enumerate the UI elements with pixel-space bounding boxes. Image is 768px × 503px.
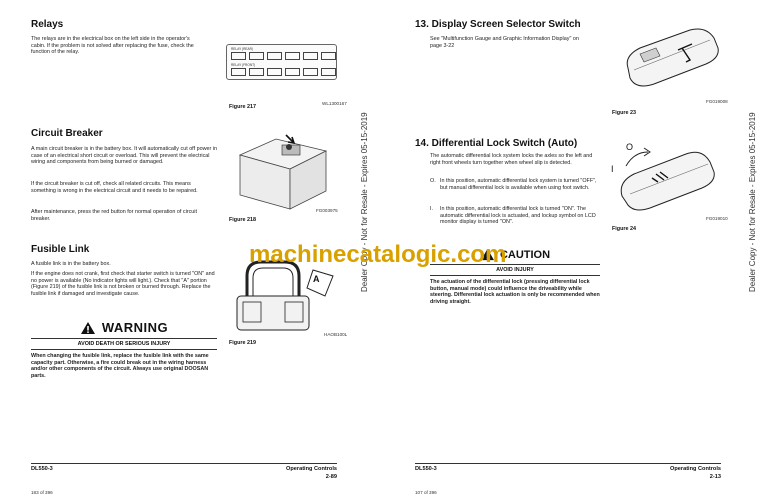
relays-title: Relays xyxy=(31,19,64,30)
figure-23-code: FG019008 xyxy=(706,99,728,104)
warning-triangle-icon xyxy=(80,321,96,335)
warning-header xyxy=(31,320,217,335)
diff-lock-body: The automatic differential lock system locks the axles so the left and right front wheels turn together when wheel slip is detected. xyxy=(430,153,593,166)
relay-row-rear xyxy=(231,52,336,60)
caution-subtitle: AVOID INJURY xyxy=(496,267,534,273)
circuit-breaker-body-3: After maintenance, press the red button for normal operation of circuit breaker. xyxy=(31,209,197,222)
relay-rear-label: RELAY (REAR) xyxy=(231,47,254,51)
relay-panel-image xyxy=(226,44,337,80)
left-footer-model: DL550-3 xyxy=(31,466,53,472)
diff-lock-item-i-key: I. xyxy=(430,206,433,212)
side-note-left: Dealer Copy - Not for Resale - Expires 05-15-2019 xyxy=(360,112,369,292)
side-note-right: Dealer Copy - Not for Resale - Expires 05-15-2019 xyxy=(748,112,757,292)
circuit-breaker-title: Circuit Breaker xyxy=(31,128,103,139)
diff-lock-item-o xyxy=(430,178,600,191)
figure-219-code: HAOB100L xyxy=(324,332,348,337)
switch-position-i: I xyxy=(611,164,614,174)
left-footer-rule xyxy=(31,463,337,464)
figure-218-code: FG003975 xyxy=(316,208,338,213)
right-footer-rule xyxy=(415,463,721,464)
diff-lock-item-i-text: In this position, automatic differential lock is turned "ON". The automatic differential lock is actuated, and lockup symbol on LCD monitor display is turned "ON". xyxy=(440,206,596,226)
right-footer-section: Operating Controls xyxy=(670,466,721,472)
display-switch-title: 13. Display Screen Selector Switch xyxy=(415,19,581,30)
circuit-breaker-image xyxy=(234,133,334,211)
figure-24-label: Figure 24 xyxy=(612,226,636,232)
warning-body: When changing the fusible link, replace the fusible link with the same capacity part. Otherwise, a fire could break out in the wiring harness and/or other components of the circuit. Always use original DOOSAN parts. xyxy=(31,353,209,379)
warning-box xyxy=(31,320,217,379)
diff-lock-item-o-key: O. xyxy=(430,178,436,184)
caution-body: The actuation of the differential lock (pressing differential lock button, manual mode) could influence the driveability while steering. Differential lock actuation is only be recommended when driving straight. xyxy=(430,279,600,305)
right-footer-model: DL550-3 xyxy=(415,466,437,472)
watermark: machinecatalogic.com xyxy=(249,241,507,268)
warning-title: WARNING xyxy=(101,320,169,335)
figure-24-code: FG019010 xyxy=(706,216,728,221)
figure-217-label: Figure 217 xyxy=(229,104,256,110)
right-footer-page: 2-13 xyxy=(709,474,721,480)
right-sheet-number: 107 of 396 xyxy=(415,490,437,495)
diff-lock-item-o-text: In this position, automatic differential lock system is turned "OFF", but manual differential lock is available when using foot switch. xyxy=(440,178,597,191)
display-switch-body: See "Multifunction Gauge and Graphic Information Display" on page 3-22 xyxy=(430,36,579,49)
diff-lock-item-i xyxy=(430,206,600,226)
left-footer-page: 2-89 xyxy=(325,474,337,480)
relay-row-front xyxy=(231,68,336,76)
circuit-breaker-body-1: A main circuit breaker is in the battery box. It will automatically cut off power in case of an electrical short circuit or overload. This will prevent the electrical wiring and components from being burned or damaged. xyxy=(31,146,217,166)
left-sheet-number: 183 of 396 xyxy=(31,490,53,495)
figure-217-code: WL1300167 xyxy=(322,101,347,106)
relay-front-label: RELAY (FRONT) xyxy=(231,63,256,67)
circuit-breaker-body-2: If the circuit breaker is cut off, check all related circuits. This means something is wrong in the electrical circuit and it needs to be repaired. xyxy=(31,181,198,194)
figure-218-label: Figure 218 xyxy=(229,217,256,223)
fusible-link-body-2: If the engine does not crank, first check that starter switch is turned "ON" and no power is available (No indicator lights will light.). Check that "A" portion (Figure 219) of the fusible link is not broken or burned through. Replace the fusible link if damaged and investigate cause. xyxy=(31,271,215,297)
switch-position-o: O xyxy=(626,142,634,152)
fusible-link-title: Fusible Link xyxy=(31,244,90,255)
warning-subtitle: AVOID DEATH OR SERIOUS INJURY xyxy=(77,341,171,347)
fusible-link-body-1: A fusible link is in the battery box. xyxy=(31,261,111,267)
display-switch-image xyxy=(620,24,724,96)
relays-body: The relays are in the electrical box on the left side in the operator's cabin. If the problem is not solved after replacing the fuse, check the function of the relay. xyxy=(31,36,194,56)
fusible-link-callout: A xyxy=(313,274,320,284)
figure-23-label: Figure 23 xyxy=(612,110,636,116)
left-footer-section: Operating Controls xyxy=(286,466,337,472)
diff-lock-title: 14. Differential Lock Switch (Auto) xyxy=(415,138,578,149)
figure-219-label: Figure 219 xyxy=(229,340,256,346)
caution-title: CAUTION xyxy=(499,248,551,261)
